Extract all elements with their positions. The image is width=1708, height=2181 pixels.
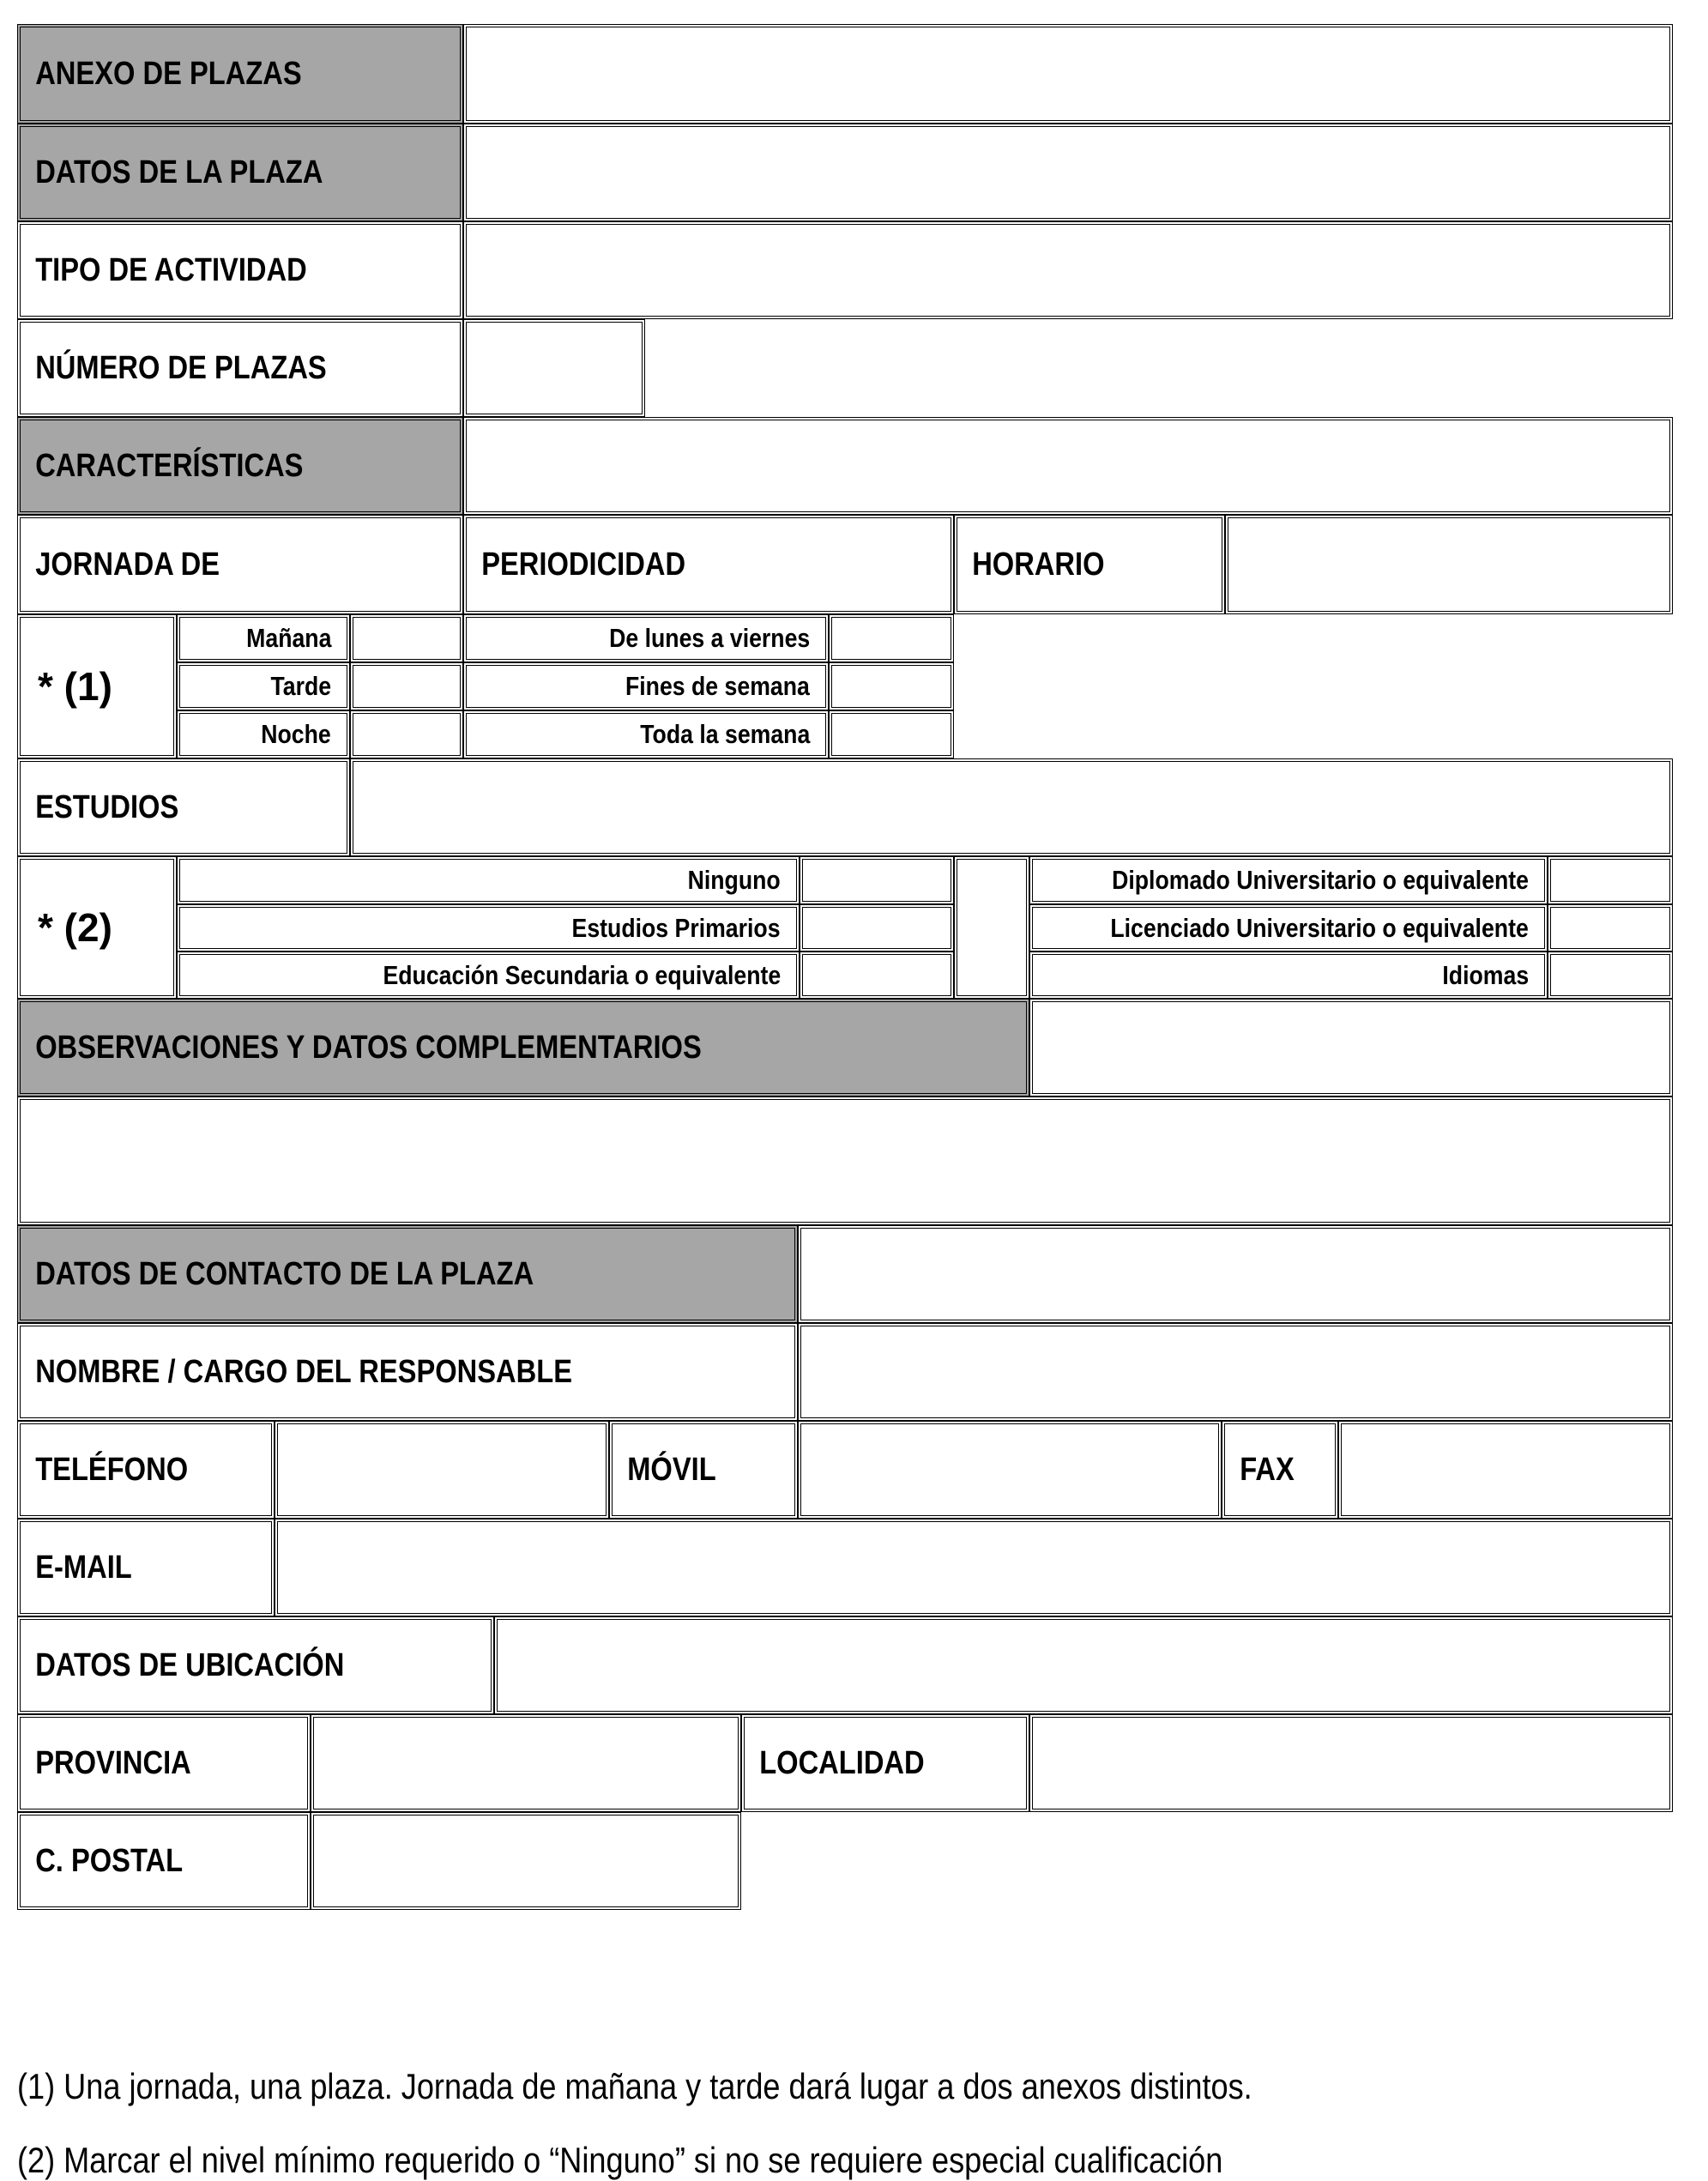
responsable-label: NOMBRE / CARGO DEL RESPONSABLE [17,1323,798,1421]
telefono-field[interactable] [275,1421,609,1519]
numero-plazas-field[interactable] [463,319,645,417]
cpostal-field[interactable] [311,1812,741,1910]
jornada-option-noche: Noche [177,710,350,758]
responsable-field[interactable] [798,1323,1673,1421]
telefono-label: TELÉFONO [17,1421,275,1519]
periodicidad-fines-semana-checkbox[interactable] [829,662,954,710]
periodicidad-lunes-viernes-checkbox[interactable] [829,614,954,662]
periodicidad-label: PERIODICIDAD [463,515,954,614]
email-label: E-MAIL [17,1519,275,1616]
periodicidad-option-toda-semana: Toda la semana [463,710,829,758]
anexo-header: ANEXO DE PLAZAS [17,24,463,124]
estudios-spacer [954,856,1029,999]
tipo-actividad-field[interactable] [463,221,1673,319]
estudios-option-licenciado: Licenciado Universitario o equivalente [1029,904,1548,952]
caracteristicas-header: CARACTERÍSTICAS [17,417,463,515]
provincia-label: PROVINCIA [17,1714,311,1812]
estudios-primarios-checkbox[interactable] [800,904,954,952]
contacto-header-field[interactable] [798,1225,1673,1323]
cpostal-label: C. POSTAL [17,1812,311,1910]
estudios-licenciado-checkbox[interactable] [1548,904,1673,952]
datos-plaza-field[interactable] [463,124,1673,221]
estudios-option-idiomas: Idiomas [1029,952,1548,999]
periodicidad-toda-semana-checkbox[interactable] [829,710,954,758]
localidad-label: LOCALIDAD [741,1714,1029,1812]
datos-plaza-header: DATOS DE LA PLAZA [17,124,463,221]
footnote-2: (2) Marcar el nivel mínimo requerido o “Ninguno” si no se requiere especial cualificación [17,2140,1223,2180]
periodicidad-option-lunes-viernes: De lunes a viernes [463,614,829,662]
horario-field[interactable] [1225,515,1673,614]
observaciones-header-field[interactable] [1029,999,1673,1097]
ubicacion-label: DATOS DE UBICACIÓN [17,1616,494,1714]
estudios-ninguno-checkbox[interactable] [800,856,954,904]
jornada-option-tarde: Tarde [177,662,350,710]
jornada-noche-checkbox[interactable] [350,710,463,758]
footnote-1: (1) Una jornada, una plaza. Jornada de mañana y tarde dará lugar a dos anexos distintos. [17,2066,1252,2106]
numero-plazas-label: NÚMERO DE PLAZAS [17,319,463,417]
estudios-option-primarios: Estudios Primarios [177,904,800,952]
estudios-diplomado-checkbox[interactable] [1548,856,1673,904]
localidad-field[interactable] [1029,1714,1673,1812]
email-field[interactable] [275,1519,1673,1616]
fax-label: FAX [1222,1421,1338,1519]
note1-marker: * (1) [17,614,177,758]
periodicidad-option-fines-semana: Fines de semana [463,662,829,710]
jornada-label: JORNADA DE [17,515,463,614]
estudios-field[interactable] [350,758,1673,856]
anexo-field[interactable] [463,24,1673,124]
movil-label: MÓVIL [609,1421,798,1519]
jornada-manana-checkbox[interactable] [350,614,463,662]
estudios-label: ESTUDIOS [17,758,350,856]
ubicacion-field[interactable] [494,1616,1673,1714]
contacto-header: DATOS DE CONTACTO DE LA PLAZA [17,1225,798,1323]
tipo-actividad-label: TIPO DE ACTIVIDAD [17,221,463,319]
provincia-field[interactable] [311,1714,741,1812]
estudios-idiomas-checkbox[interactable] [1548,952,1673,999]
observaciones-header: OBSERVACIONES Y DATOS COMPLEMENTARIOS [17,999,1029,1097]
jornada-tarde-checkbox[interactable] [350,662,463,710]
estudios-secundaria-checkbox[interactable] [800,952,954,999]
horario-label: HORARIO [954,515,1225,614]
estudios-option-diplomado: Diplomado Universitario o equivalente [1029,856,1548,904]
estudios-option-secundaria: Educación Secundaria o equivalente [177,952,800,999]
observaciones-textarea[interactable] [17,1097,1673,1225]
movil-field[interactable] [798,1421,1222,1519]
jornada-option-manana: Mañana [177,614,350,662]
caracteristicas-field[interactable] [463,417,1673,515]
fax-field[interactable] [1338,1421,1673,1519]
estudios-option-ninguno: Ninguno [177,856,800,904]
note2-marker: * (2) [17,856,177,999]
